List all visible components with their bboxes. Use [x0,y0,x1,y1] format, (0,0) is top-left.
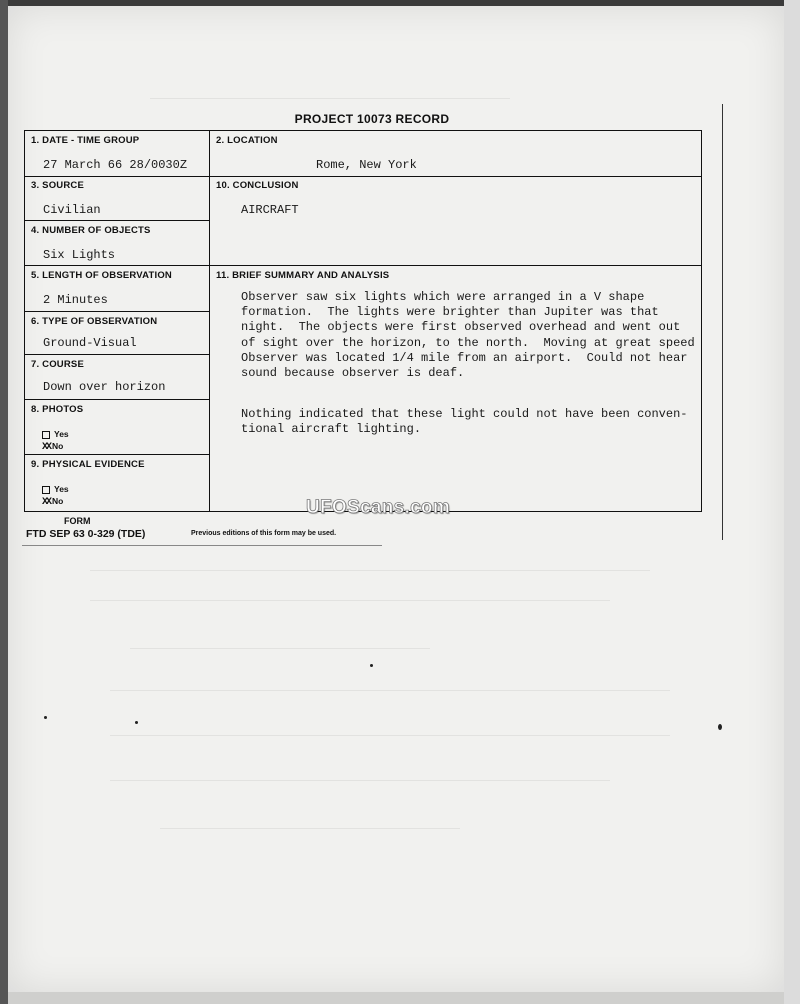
scan-edge-right [784,0,800,1004]
summary-line: Observer was located 1/4 mile from an airport. Could not hear [241,350,688,365]
right-column [210,131,701,511]
left-column [25,131,210,511]
summary-line: of sight over the horizon, to the north. Moving at great speed [241,335,695,350]
length-of-observation-cell [25,266,209,312]
record-form [24,130,702,512]
source-value: Civilian [43,203,101,217]
checkbox-icon [42,486,50,494]
physical-evidence-no-mark: XX [42,497,51,508]
location-value: Rome, New York [316,158,417,172]
date-time-cell [25,131,209,177]
location-label: 2. LOCATION [216,135,278,146]
summary-line: sound because observer is deaf. [241,366,465,381]
photos-yes-label: Yes [54,429,69,439]
photos-cell [25,400,209,455]
summary-line: night. The objects were first observed overhead and went out [241,320,681,335]
photos-no-mark: XX [42,442,51,453]
number-of-objects-cell [25,221,209,266]
summary-label: 11. BRIEF SUMMARY AND ANALYSIS [216,270,390,281]
scan-speck [718,724,722,730]
course-value: Down over horizon [43,380,166,394]
scan-speck [135,721,138,724]
summary-line: tional aircraft lighting. [241,422,422,437]
physical-evidence-yes-label: Yes [54,484,69,494]
photos-no-label: No [52,441,64,451]
conclusion-label: 10. CONCLUSION [216,180,299,191]
type-of-observation-value: Ground-Visual [43,336,137,350]
type-of-observation-cell [25,312,209,355]
summary-cell [210,266,701,511]
form-word: FORM [64,516,91,526]
course-label: 7. COURSE [31,359,85,370]
scan-edge-bottom [8,992,784,1004]
number-of-objects-value: Six Lights [43,248,116,262]
photos-label: 8. PHOTOS [31,404,84,415]
form-note: Previous editions of this form may be used. [191,530,337,537]
form-id: FTD SEP 63 0-329 (TDE) [26,528,146,540]
physical-evidence-yes-option [42,484,69,494]
summary-line: formation. The lights were brighter than Jupiter was that [241,305,659,320]
summary-line: Observer saw six lights which were arranged in a V shape [241,290,645,304]
scan-edge-left [0,0,8,1004]
summary-text [241,290,721,438]
physical-evidence-no-option [42,496,63,508]
photos-yes-option [42,429,69,439]
checkbox-icon [42,431,50,439]
length-of-observation-label: 5. LENGTH OF OBSERVATION [31,270,172,281]
date-time-label: 1. DATE - TIME GROUP [31,135,140,146]
source-label: 3. SOURCE [31,180,85,191]
photos-no-option [42,441,63,453]
type-of-observation-label: 6. TYPE OF OBSERVATION [31,316,158,327]
conclusion-cell [210,176,701,266]
conclusion-value: AIRCRAFT [241,203,299,217]
course-cell [25,355,209,400]
location-cell [210,131,701,177]
page-title: PROJECT 10073 RECORD [294,112,450,126]
date-time-value: 27 March 66 28/0030Z [43,158,188,172]
footer-rule [22,545,382,546]
margin-rule [722,104,723,540]
physical-evidence-label: 9. PHYSICAL EVIDENCE [31,459,145,470]
physical-evidence-no-label: No [52,496,64,506]
length-of-observation-value: 2 Minutes [43,293,108,307]
scan-speck [370,664,373,667]
summary-line: Nothing indicated that these light could not have been conven- [241,407,688,422]
number-of-objects-label: 4. NUMBER OF OBJECTS [31,225,151,236]
scan-speck [44,716,47,719]
watermark: UFOScans.com [306,497,451,518]
source-cell [25,176,209,221]
physical-evidence-cell [25,455,209,511]
